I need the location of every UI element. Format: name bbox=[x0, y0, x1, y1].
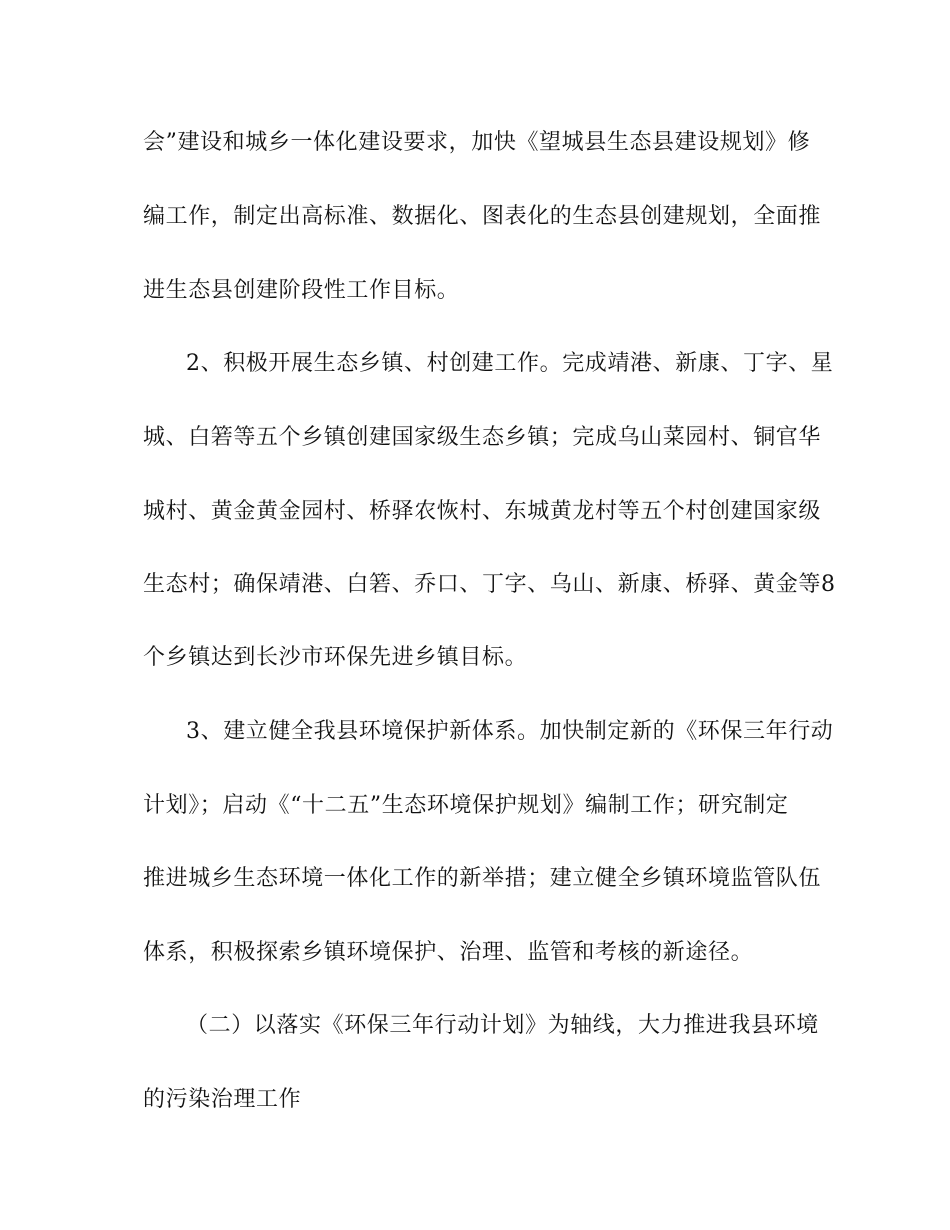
text-line: 体系，积极探索乡镇环境保护、治理、监管和考核的新途径。 bbox=[143, 940, 754, 965]
text-line: 推进城乡生态环境一体化工作的新举措；建立健全乡镇环境监管队伍 bbox=[143, 866, 822, 891]
text-line: 编工作，制定出高标准、数据化、图表化的生态县创建规划，全面推 bbox=[143, 204, 822, 229]
text-line: 进生态县创建阶段性工作目标。 bbox=[143, 278, 460, 303]
text-line: 个乡镇达到长沙市环保先进乡镇目标。 bbox=[143, 645, 528, 670]
text-line: 城、白箬等五个乡镇创建国家级生态乡镇；完成乌山菜园村、铜官华 bbox=[143, 425, 822, 450]
paragraph-start-line: 2、积极开展生态乡镇、村创建工作。完成靖港、新康、丁字、星 bbox=[186, 351, 834, 376]
text-line: 计划》；启动《“十二五”生态环境保护规划》编制工作；研究制定 bbox=[143, 793, 789, 818]
text-line: 会”建设和城乡一体化建设要求，加快《望城县生态县建设规划》修 bbox=[143, 130, 811, 155]
paragraph-start-line: 3、建立健全我县环境保护新体系。加快制定新的《环保三年行动 bbox=[186, 719, 834, 744]
text-line: 城村、黄金黄金园村、桥驿农恢村、东城黄龙村等五个村创建国家级 bbox=[143, 499, 822, 524]
text-line: 生态村；确保靖港、白箬、乔口、丁字、乌山、新康、桥驿、黄金等8 bbox=[143, 572, 836, 597]
section-heading-line: （二）以落实《环保三年行动计划》为轴线，大力推进我县环境 bbox=[186, 1013, 819, 1038]
section-heading-line: 的污染治理工作 bbox=[143, 1087, 302, 1112]
